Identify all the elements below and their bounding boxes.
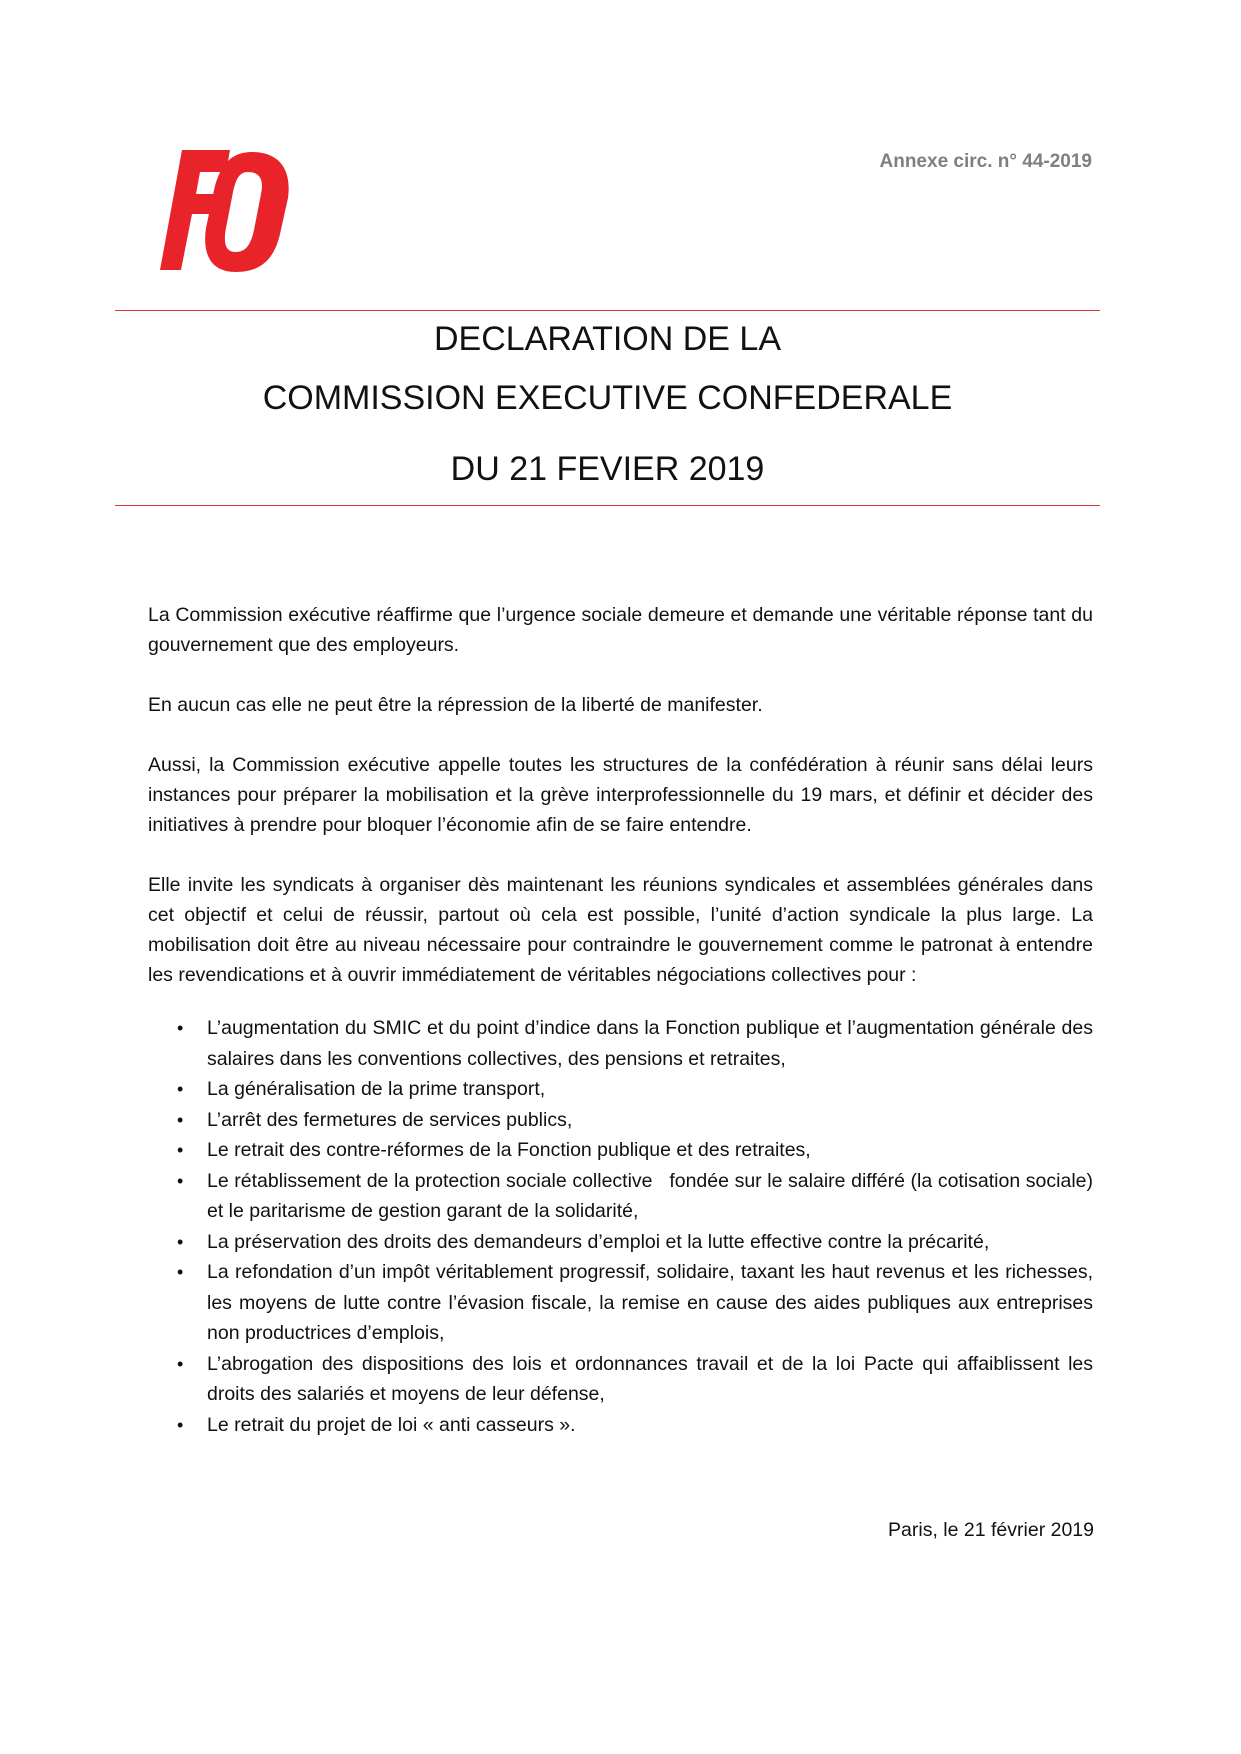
list-item-text: La refondation d’un impôt véritablement progressif, solidaire, taxant les haut revenus et les richesses, les moyens de lutte contre l’évasion fiscale, la remise en cause des aides publiques aux entreprises non productrices d’emplois,	[207, 1261, 1093, 1344]
fo-logo	[160, 150, 290, 272]
bullet-icon: •	[177, 1170, 184, 1191]
bullet-icon: •	[177, 1414, 184, 1435]
bullet-icon: •	[177, 1109, 184, 1130]
fo-logo-graphic	[160, 150, 290, 272]
bullet-icon: •	[177, 1140, 184, 1160]
paragraph-invite-unions: Elle invite les syndicats à organiser dès maintenant les réunions syndicales et assemblées générales dans cet objectif et celui de réussir, partout où cela est possible, l’unité d’action syndicale la plus large. La mobilisation doit être au niveau nécessaire pour contraindre le gouvernement comme le patronat à entendre les revendications et à ouvrir immédiatement de véritables négociations collectives pour :	[148, 874, 1093, 986]
list-item-text: L’abrogation des dispositions des lois et ordonnances travail et de la loi Pacte qui affaiblissent les droits des salariés et moyens de leur défense,	[207, 1352, 1093, 1405]
paragraph-social-urgency: La Commission exécutive réaffirme que l’urgence sociale demeure et demande une véritable réponse tant du gouvernement que des employeurs.	[148, 604, 1093, 656]
list-item-text: Le retrait des contre-réformes de la Fonction publique et des retraites,	[207, 1139, 811, 1161]
page-title-line-2: COMMISSION EXECUTIVE CONFEDERALE	[262, 379, 953, 417]
paragraph-call-to-mobilize: Aussi, la Commission exécutive appelle toutes les structures de la confédération à réunir sans délai leurs instances pour préparer la mobilisation et la grève interprofessionnelle du 19 mars, et définir et décider des initiatives à prendre pour bloquer l’économie afin de se faire entendre.	[148, 754, 1093, 836]
list-item	[148, 1257, 1093, 1349]
list-item	[148, 1166, 1099, 1227]
list-item	[148, 1349, 1093, 1410]
title-top-rule	[115, 310, 1100, 311]
bullet-icon: •	[177, 1018, 184, 1038]
list-item	[148, 1013, 1093, 1074]
list-item	[148, 1410, 1093, 1441]
list-item	[148, 1227, 1093, 1258]
bullet-icon: •	[177, 1231, 184, 1252]
list-item-text: La préservation des droits des demandeurs d’emploi et la lutte effective contre la précarité,	[207, 1230, 990, 1253]
bullet-icon: •	[177, 1262, 184, 1282]
bullet-icon: •	[177, 1079, 184, 1099]
list-item	[148, 1074, 1093, 1105]
title-bottom-rule	[115, 505, 1100, 506]
signature-date: Paris, le 21 février 2019	[888, 1519, 1094, 1541]
list-item-text: Le rétablissement de la protection sociale collective fondée sur le salaire différé (la cotisation sociale) et le paritarisme de gestion garant de la solidarité,	[207, 1169, 1099, 1222]
annex-reference: Annexe circ. n° 44-2019	[879, 151, 1092, 172]
paragraph-freedom-to-demonstrate: En aucun cas elle ne peut être la répression de la liberté de manifester.	[148, 694, 763, 716]
list-item	[148, 1105, 1093, 1136]
list-item-text: La généralisation de la prime transport,	[207, 1078, 546, 1100]
page-title-line-1: DECLARATION DE LA	[433, 320, 781, 358]
bullet-icon: •	[177, 1353, 184, 1374]
demands-list	[148, 1013, 1099, 1440]
list-item	[148, 1135, 1093, 1166]
list-item-text: L’arrêt des fermetures de services publics,	[207, 1108, 573, 1131]
list-item-text: L’augmentation du SMIC et du point d’indice dans la Fonction publique et l’augmentation générale des salaires dans les conventions collectives, des pensions et retraites,	[207, 1017, 1093, 1070]
list-item-text: Le retrait du projet de loi « anti casseurs ».	[207, 1413, 576, 1436]
page-title-line-3: DU 21 FEVIER 2019	[450, 450, 765, 488]
